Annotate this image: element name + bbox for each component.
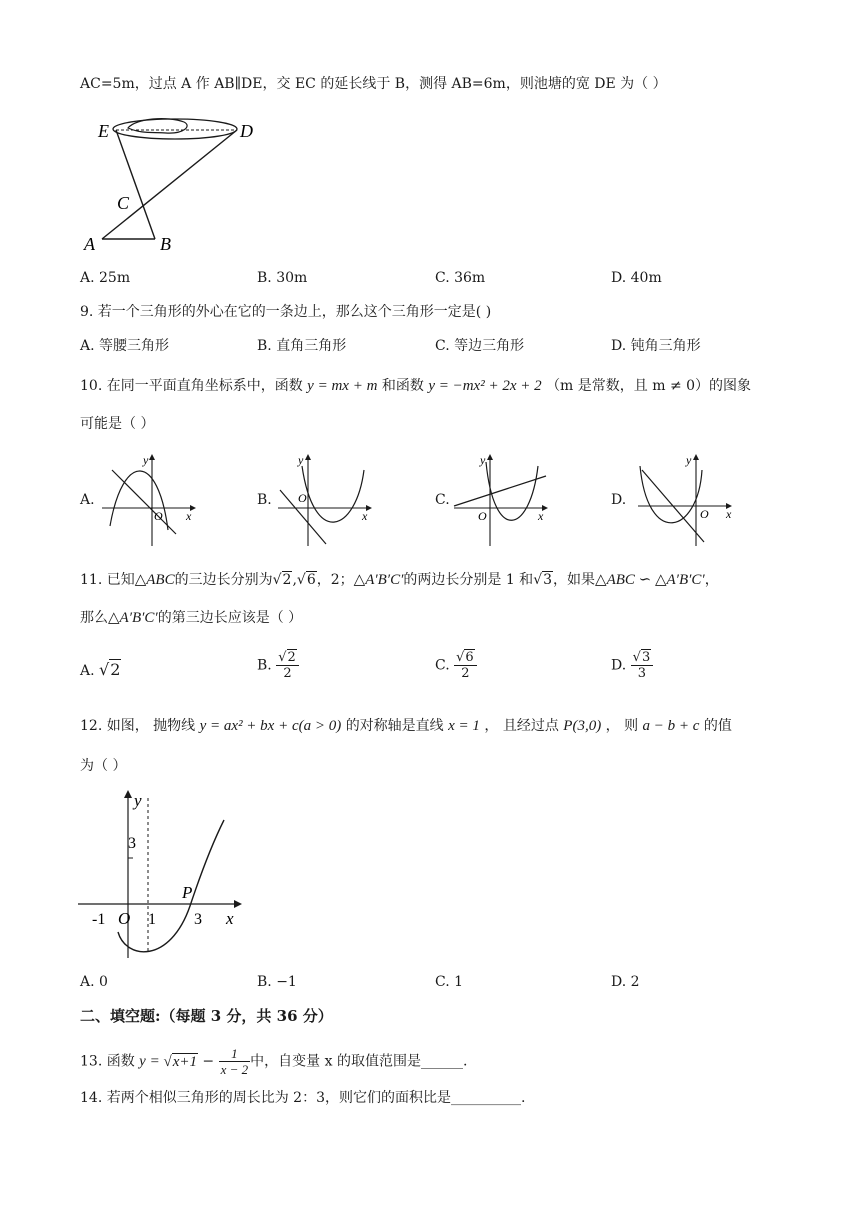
svg-text:O: O	[700, 507, 709, 521]
q13-stem: 13. 函数 y = √x+1 − $\frac{1}{x - 2}$ 中，自变量 x 的取值范围是______.	[80, 1046, 468, 1077]
q9-stem: 9. 若一个三角形的外心在它的一条边上，那么这个三角形一定是( )	[80, 304, 492, 320]
q14-stem: 14. 若两个相似三角形的周长比为 2：3，则它们的面积比是__________.	[80, 1090, 526, 1106]
svg-text:O: O	[118, 909, 131, 928]
q8-stem: AC=5m，过点 A 作 AB∥DE，交 EC 的延长线于 B，测得 AB=6m，则池塘的宽 DE 为（ ）	[80, 76, 667, 92]
q9-option-d[interactable]: D. 钝角三角形	[611, 338, 701, 354]
q10-formula-2: y = −mx² + 2x + 2	[428, 378, 542, 394]
svg-text:y: y	[480, 453, 486, 467]
q9-option-b[interactable]: B. 直角三角形	[257, 338, 347, 354]
q11-line1: 11. 已知△ABC的三边长分别为√2,√6，2；△A′B′C′的两边长分别是 1 和√3，如果△ABC ∽ △A′B′C′，	[80, 572, 719, 588]
q12-line2: 为（ ）	[80, 758, 127, 774]
q11-option-b[interactable]: B. $\frac{√2}{2}$	[257, 650, 299, 681]
svg-text:P: P	[182, 883, 193, 902]
sqrt-6: √6	[296, 572, 316, 588]
q12-option-c[interactable]: C. 1	[435, 974, 464, 990]
svg-text:x: x	[362, 509, 368, 523]
sqrt-3: √3	[533, 572, 553, 588]
label-c: C	[117, 193, 130, 213]
svg-text:x: x	[186, 509, 192, 523]
q8-option-c[interactable]: C. 36m	[435, 270, 486, 286]
q10-option-a-letter[interactable]: A.	[80, 492, 95, 508]
q10-graph-d[interactable]	[630, 452, 740, 548]
q10-graph-a[interactable]	[98, 452, 198, 548]
q8-option-b[interactable]: B. 30m	[257, 270, 308, 286]
q9-option-c[interactable]: C. 等边三角形	[435, 338, 525, 354]
label-d: D	[240, 121, 253, 141]
label-a: A	[84, 234, 95, 254]
svg-text:x: x	[226, 909, 234, 928]
svg-text:y: y	[134, 791, 142, 810]
q12-option-b[interactable]: B. −1	[257, 974, 297, 990]
svg-text:O: O	[154, 509, 163, 523]
svg-text:3: 3	[194, 911, 202, 928]
q10-option-b-letter[interactable]: B.	[257, 492, 272, 508]
q12-option-d[interactable]: D. 2	[611, 974, 640, 990]
q12-parabola-graph	[78, 786, 258, 966]
q11-option-d[interactable]: D. $\frac{√3}{3}$	[611, 650, 653, 681]
q8-option-d[interactable]: D. 40m	[611, 270, 662, 286]
q10-tail: （m 是常数，且 m ≠ 0）的图象	[546, 378, 752, 394]
svg-text:y: y	[686, 453, 692, 467]
svg-text:-1: -1	[92, 911, 106, 928]
q10-line2: 可能是（ ）	[80, 416, 155, 432]
svg-text:3: 3	[128, 835, 136, 852]
q10-num: 10. 在同一平面直角坐标系中，函数	[80, 378, 303, 394]
q10-stem	[80, 376, 751, 396]
q8-pond-figure	[80, 112, 280, 252]
section-2-heading: 二、填空题:（每题 3 分，共 36 分）	[80, 1007, 333, 1025]
label-e: E	[98, 121, 109, 141]
label-b: B	[160, 234, 171, 254]
q11-option-a[interactable]: A. √2	[80, 660, 121, 679]
q12-stem: 12. 如图， 抛物线 y = ax² + bx + c(a > 0) 的对称轴是直线 x = 1 ， 且经过点 P(3,0) ， 则 a − b + c 的值	[80, 718, 732, 734]
svg-text:y: y	[143, 453, 149, 467]
q12-option-a[interactable]: A. 0	[80, 974, 108, 990]
q10-graph-b[interactable]	[276, 452, 376, 548]
q10-option-d-letter[interactable]: D.	[611, 492, 627, 508]
q11-option-c[interactable]: C. $\frac{√6}{2}$	[435, 650, 477, 681]
q10-formula-1: y = mx + m	[307, 378, 378, 394]
q9-option-a[interactable]: A. 等腰三角形	[80, 338, 170, 354]
svg-text:1: 1	[148, 911, 156, 928]
q10-graph-c[interactable]	[452, 452, 552, 548]
q10-mid: 和函数	[381, 378, 424, 394]
svg-text:x: x	[726, 507, 732, 521]
q11-line2: 那么△A′B′C′的第三边长应该是（ ）	[80, 610, 303, 626]
sqrt-2: √2	[272, 572, 292, 588]
svg-text:y: y	[298, 453, 304, 467]
svg-text:O: O	[478, 509, 487, 523]
svg-text:O: O	[298, 491, 307, 505]
svg-text:x: x	[538, 509, 544, 523]
sqrt-x-plus-1: √x+1	[163, 1053, 197, 1070]
fraction-1-over-x-2: $\frac{1}{x - 2}$	[220, 1046, 249, 1077]
q8-option-a[interactable]: A. 25m	[80, 270, 131, 286]
q10-option-c-letter[interactable]: C.	[435, 492, 450, 508]
